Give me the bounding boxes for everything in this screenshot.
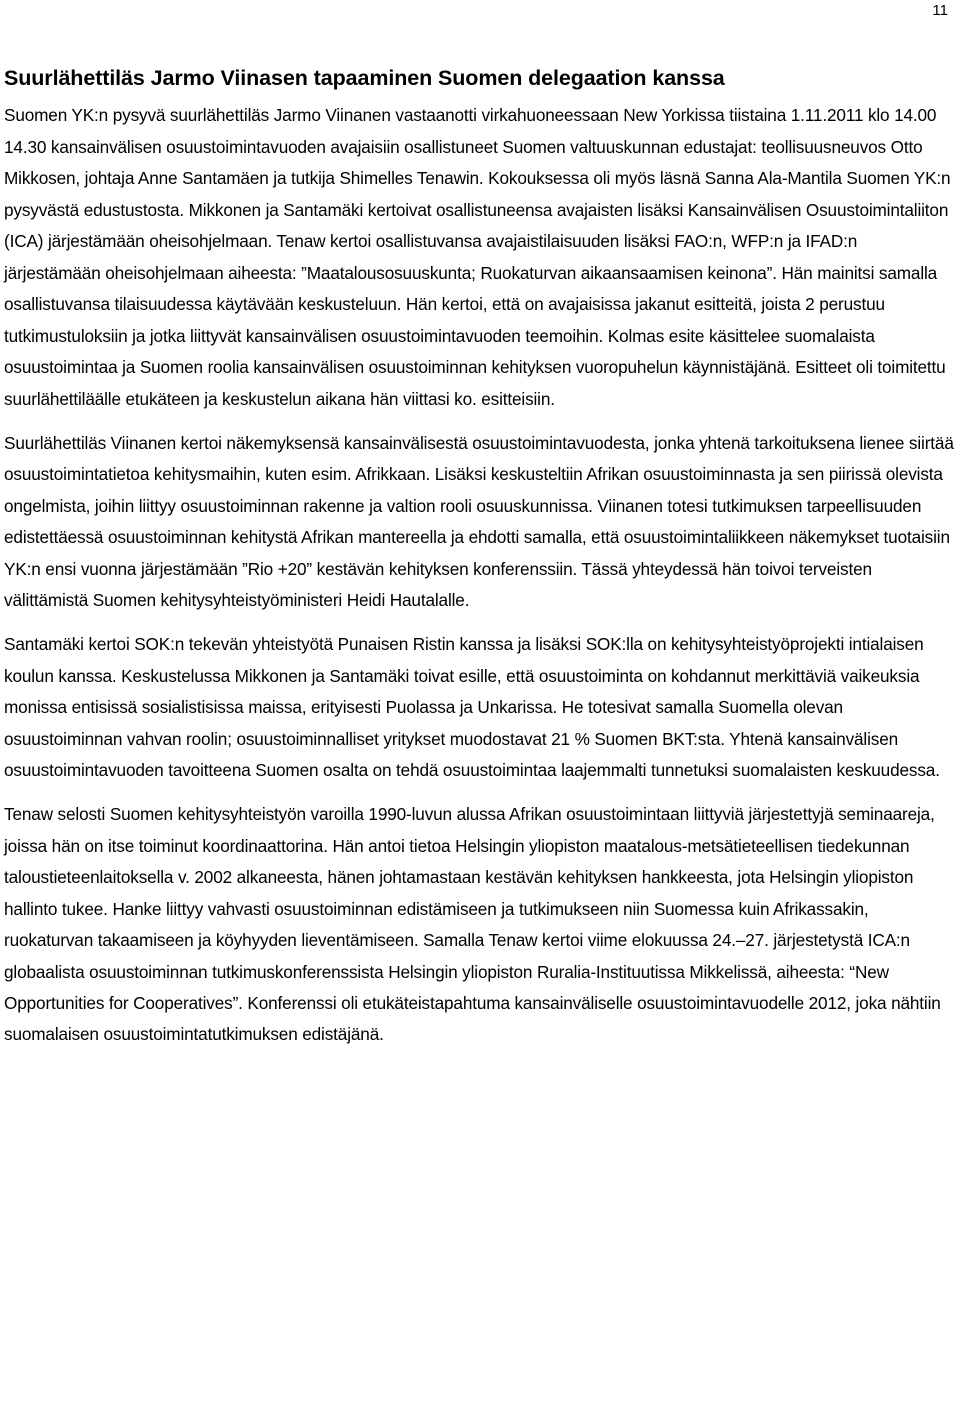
paragraph-sok-cooperation: Santamäki kertoi SOK:n tekevän yhteistyötä Punaisen Ristin kanssa ja lisäksi SOK:lla on kehitysyhteistyöprojekti intialaisen koulun kanssa. Keskustelussa Mikkonen ja Santamäki toivat esille, että osuustoiminta on kohdannut merkittäviä vaikeuksia monissa entisissä sosialistisissa maissa, erityisesti Puolassa ja Unkarissa. He totesivat samalla Suomella olevan osuustoiminnan vahvan roolin; osuustoiminnalliset yritykset muodostavat 21 % Suomen BKT:sta. Yhtenä kansainvälisen osuustoimintavuoden tavoitteena Suomen osalta on tehdä osuustoimintaa laajemmalti tunnetuksi suomalaisten keskuudessa. bbox=[4, 634, 940, 781]
paragraph-delegation-meeting: Suomen YK:n pysyvä suurlähettiläs Jarmo Viinanen vastaanotti virkahuoneessaan New Yorkissa tiistaina 1.11.2011 klo 14.00 14.30 kansainvälisen osuustoimintavuoden avajaisiin osallistuneet Suomen valtuuskunnan edustajat: teollisuusneuvos Otto Mikkosen, johtaja Anne Santamäen ja tutkija Shimelles Tenawin. Kokouksessa oli myös läsnä Sanna Ala-Mantila Suomen YK:n pysyvästä edustustosta. Mikkonen ja Santamäki kertoivat osallistuneensa avajaisten lisäksi Kansainvälisen Osuustoimintaliiton (ICA) järjestämään oheisohjelmaan. Tenaw kertoi osallistuvansa avajaistilaisuuden lisäksi FAO:n, WFP:n ja IFAD:n järjestämään oheisohjelmaan aiheesta: ”Maatalousosuuskunta; Ruokaturvan aikaansaamisen keinona”. Hän mainitsi samalla osallistuvansa tilaisuudessa käytävään keskusteluun. Hän kertoi, että on avajaisissa jakanut esitteitä, joista 2 perustuu tutkimustuloksiin ja jotka liittyvät kansainvälisen osuustoimintavuoden teemoihin. Kolmas esite käsittelee suomalaista osuustoimintaa ja Suomen roolia kansainvälisen osuustoiminnan kehityksen vuoropuhelun käynnistäjänä. Esitteet oli toimitettu suurlähettiläälle etukäteen ja keskustelun aikana hän viittasi ko. esitteisiin. bbox=[4, 105, 951, 409]
paragraph-tenaw-report: Tenaw selosti Suomen kehitysyhteistyön varoilla 1990-luvun alussa Afrikan osuustoimintaan liittyviä järjestettyjä seminaareja, joissa hän on itse toiminut koordinaattorina. Hän antoi tietoa Helsingin yliopiston maatalous-metsätieteellisen tiedekunnan taloustieteenlaitoksella v. 2002 alkaneesta, hänen johtamastaan kestävän kehityksen hankkeesta, jota Helsingin yliopiston hallinto tukee. Hanke liittyy vahvasti osuustoiminnan edistämiseen ja tutkimukseen niin Suomessa kuin Afrikassakin, ruokaturvan takaamiseen ja köyhyyden lieventämiseen. Samalla Tenaw kertoi viime elokuussa 24.–27. järjestetystä ICA:n globaalista osuustoiminnan tutkimuskonferenssista Helsingin yliopiston Ruralia-Instituutissa Mikkelissä, aiheesta: “New Opportunities for Cooperatives”. Konferenssi oli etukäteistapahtuma kansainväliselle osuustoimintavuodelle 2012, joka nähtiin suomalaisen osuustoimintatutkimuksen edistäjänä. bbox=[4, 804, 941, 1045]
document-body bbox=[4, 62, 956, 1064]
page-number: 11 bbox=[932, 2, 948, 19]
document-heading: Suurlähettiläs Jarmo Viinasen tapaaminen Suomen delegaation kanssa bbox=[4, 66, 725, 90]
paragraph-ambassador-views: Suurlähettiläs Viinanen kertoi näkemyksensä kansainvälisestä osuustoimintavuodesta, jonka yhtenä tarkoituksena lienee siirtää osuustoimintatietoa kehitysmaihin, kuten esim. Afrikkaan. Lisäksi keskusteltiin Afrikan osuustoiminnasta ja sen piirissä olevista ongelmista, joihin liittyy osuustoiminnan rakenne ja valtion rooli osuuskunnissa. Viinanen totesi tutkimuksen tarpeellisuuden edistettäessä osuustoiminnan kehitystä Afrikan mantereella ja ehdotti samalla, että osuustoimintaliikkeen näkemykset tuotaisiin YK:n ensi vuonna järjestämään ”Rio +20” kestävän kehityksen konferenssiin. Tässä yhteydessä hän toivoi terveisten välittämistä Suomen kehitysyhteistyöministeri Heidi Hautalalle. bbox=[4, 433, 954, 611]
